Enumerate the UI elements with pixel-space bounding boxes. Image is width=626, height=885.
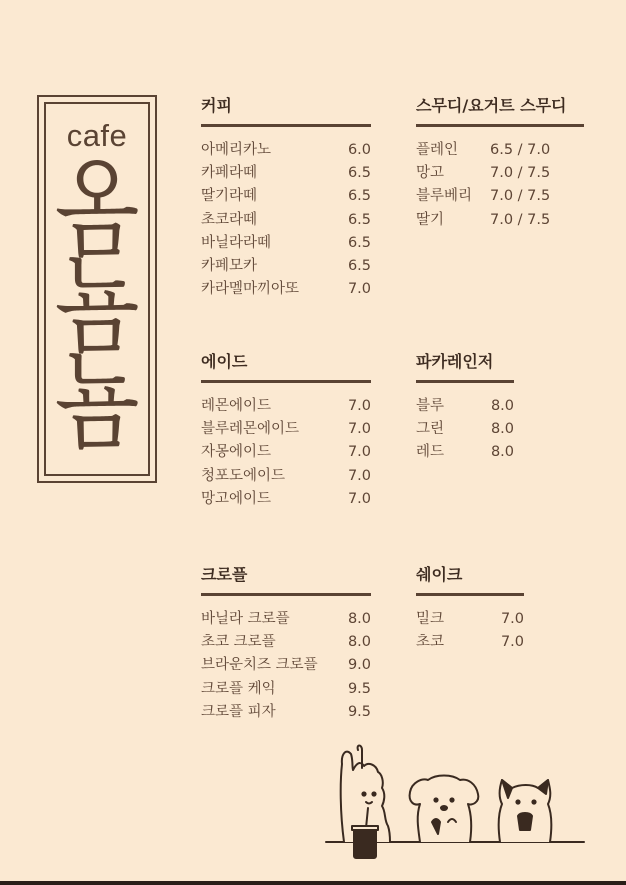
brand-char-2: 뇸 bbox=[54, 242, 140, 369]
bottom-border bbox=[0, 881, 626, 885]
menu-item bbox=[416, 631, 524, 654]
item-name: 레드 bbox=[416, 444, 445, 461]
item-price: 7.0 bbox=[347, 281, 371, 298]
alpaca-icon bbox=[341, 746, 390, 859]
item-name: 청포도에이드 bbox=[201, 467, 286, 484]
item-price: 6.5 bbox=[347, 188, 371, 205]
item-price: 6.5 bbox=[347, 257, 371, 274]
item-price: 9.5 bbox=[347, 680, 371, 697]
section-smoothie bbox=[416, 93, 584, 232]
item-name: 딸기 bbox=[416, 211, 445, 228]
section-shake bbox=[416, 562, 524, 654]
puppy-icon bbox=[410, 776, 479, 843]
menu-item bbox=[416, 209, 584, 232]
menu-item bbox=[201, 185, 371, 208]
item-price: 7.0 / 7.5 bbox=[490, 165, 551, 182]
item-price: 8.0 bbox=[347, 611, 371, 627]
menu-item bbox=[416, 441, 514, 464]
brand-char-3: 뇸 bbox=[54, 338, 140, 465]
item-name: 초코 크로플 bbox=[201, 634, 276, 651]
menu-item bbox=[201, 255, 371, 278]
item-price: 7.0 bbox=[500, 611, 524, 627]
section-title: 크로플 bbox=[201, 562, 371, 596]
menu-item bbox=[416, 162, 584, 185]
menu-item bbox=[201, 441, 371, 464]
section-ade bbox=[201, 349, 371, 511]
item-price: 7.0 bbox=[347, 398, 371, 414]
cat-icon bbox=[499, 780, 552, 842]
menu-item bbox=[201, 139, 371, 162]
menu-item bbox=[201, 678, 371, 701]
item-name: 블루 bbox=[416, 398, 445, 414]
item-price: 9.0 bbox=[347, 657, 371, 674]
menu-item bbox=[416, 395, 514, 418]
brand-frame bbox=[37, 95, 157, 483]
cafe-label: cafe bbox=[66, 118, 128, 153]
item-price: 8.0 bbox=[490, 398, 514, 414]
menu-item bbox=[416, 185, 584, 208]
item-name: 자몽에이드 bbox=[201, 444, 272, 461]
item-name: 딸기라떼 bbox=[201, 188, 258, 205]
item-price: 7.0 bbox=[500, 634, 524, 651]
item-price: 7.0 / 7.5 bbox=[490, 211, 551, 228]
menu-item bbox=[201, 162, 371, 185]
item-name: 망고에이드 bbox=[201, 490, 272, 507]
item-name: 블루레몬에이드 bbox=[201, 421, 300, 438]
item-price: 8.0 bbox=[490, 444, 514, 461]
menu-item bbox=[201, 654, 371, 677]
section-title: 파카레인저 bbox=[416, 349, 514, 383]
item-name: 플레인 bbox=[416, 142, 459, 158]
section-coffee bbox=[201, 93, 371, 301]
menu-item bbox=[201, 608, 371, 631]
menu-item bbox=[201, 631, 371, 654]
item-name: 블루베리 bbox=[416, 188, 473, 205]
item-price: 6.0 bbox=[347, 142, 371, 158]
item-name: 크로플 케익 bbox=[201, 680, 276, 697]
section-title: 스무디/요거트 스무디 bbox=[416, 93, 584, 127]
menu-item bbox=[201, 488, 371, 511]
menu-item bbox=[201, 465, 371, 488]
item-name: 크로플 피자 bbox=[201, 703, 276, 720]
item-price: 9.5 bbox=[347, 703, 371, 720]
menu-item bbox=[201, 209, 371, 232]
item-price: 7.0 bbox=[347, 421, 371, 438]
item-price: 8.0 bbox=[347, 634, 371, 651]
item-name: 카라멜마끼아또 bbox=[201, 281, 300, 298]
item-price: 8.0 bbox=[490, 421, 514, 438]
item-name: 망고 bbox=[416, 165, 445, 182]
item-name: 밀크 bbox=[416, 611, 445, 627]
item-name: 카페모카 bbox=[201, 257, 258, 274]
item-price: 7.0 bbox=[347, 490, 371, 507]
section-title: 쉐이크 bbox=[416, 562, 524, 596]
item-price: 6.5 bbox=[347, 234, 371, 251]
menu-item bbox=[201, 278, 371, 301]
brand-frame-inner bbox=[44, 102, 150, 476]
menu-item bbox=[416, 418, 514, 441]
menu-item bbox=[201, 701, 371, 724]
item-price: 7.0 / 7.5 bbox=[490, 188, 551, 205]
item-name: 카페라떼 bbox=[201, 165, 258, 182]
menu-item bbox=[201, 232, 371, 255]
menu-item bbox=[416, 608, 524, 631]
section-croffle bbox=[201, 562, 371, 724]
item-name: 바닐라라떼 bbox=[201, 234, 272, 251]
item-name: 초코 bbox=[416, 634, 445, 651]
item-name: 아메리카노 bbox=[201, 142, 272, 158]
item-price: 6.5 / 7.0 bbox=[490, 142, 551, 158]
menu-item bbox=[201, 395, 371, 418]
item-name: 바닐라 크로플 bbox=[201, 611, 290, 627]
section-pacarainer bbox=[416, 349, 514, 465]
item-name: 초코라떼 bbox=[201, 211, 258, 228]
section-title: 커피 bbox=[201, 93, 371, 127]
menu-item bbox=[201, 418, 371, 441]
item-price: 6.5 bbox=[347, 211, 371, 228]
menu-item bbox=[416, 139, 584, 162]
animal-illustration bbox=[322, 742, 590, 862]
item-price: 7.0 bbox=[347, 444, 371, 461]
item-name: 그린 bbox=[416, 421, 445, 438]
item-name: 레몬에이드 bbox=[201, 398, 272, 414]
section-title: 에이드 bbox=[201, 349, 371, 383]
item-price: 7.0 bbox=[347, 467, 371, 484]
brand-char-1: 옴 bbox=[54, 146, 140, 273]
item-price: 6.5 bbox=[347, 165, 371, 182]
item-name: 브라운치즈 크로플 bbox=[201, 657, 318, 674]
